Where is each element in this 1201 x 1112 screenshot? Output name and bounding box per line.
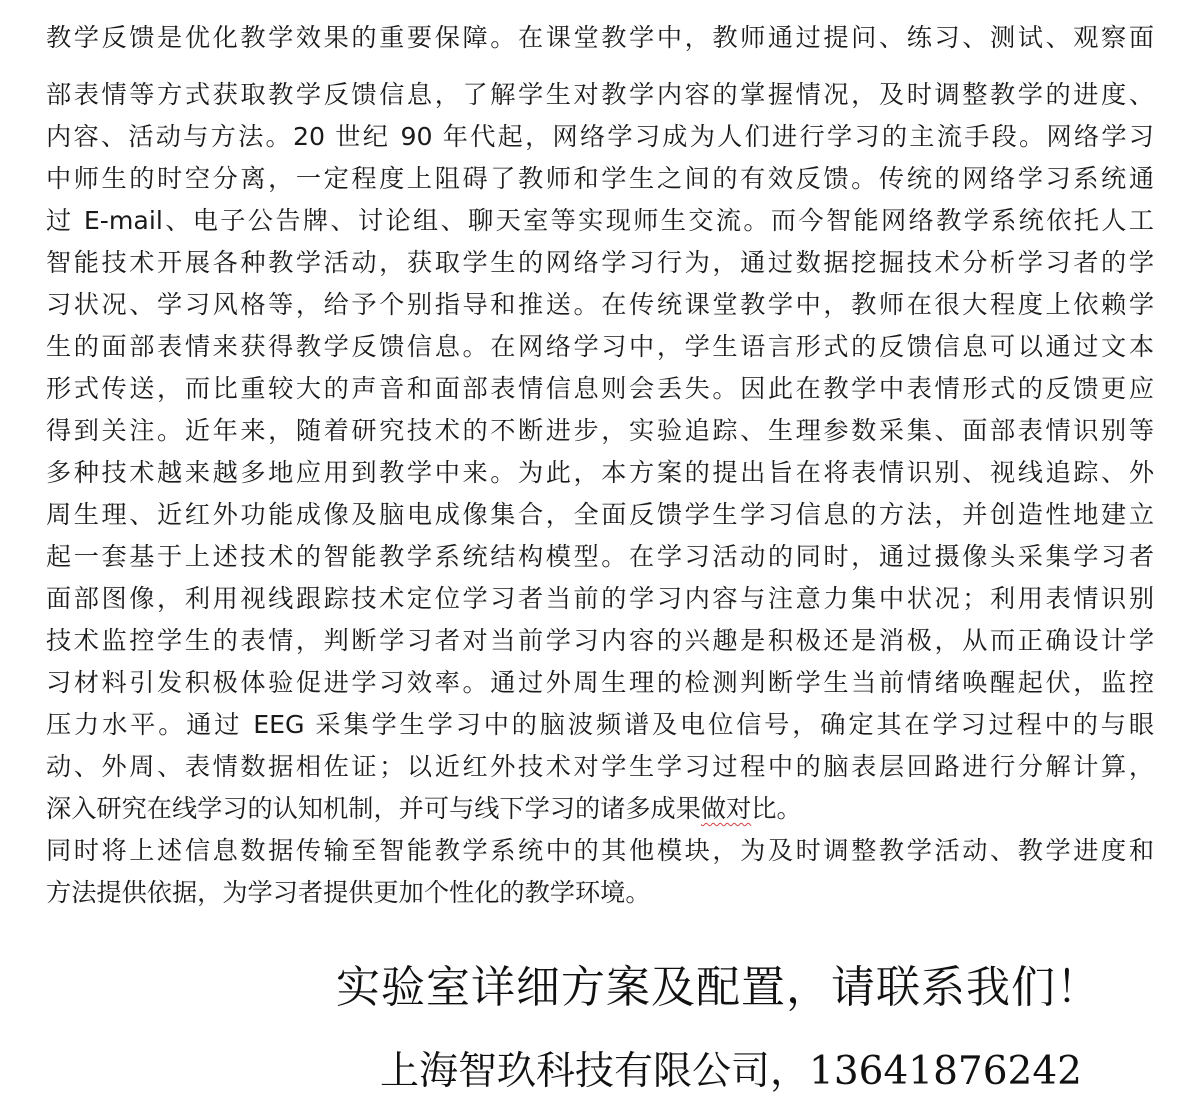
text-line: 得到关注。近年来，随着研究技术的不断进步，实验追踪、生理参数采集、面部表情识别等 [46,416,1154,445]
text-line: 起一套基于上述技术的智能教学系统结构模型。在学习活动的同时，通过摄像头采集学习者 [46,542,1154,571]
text-line: 同时将上述信息数据传输至智能教学系统中的其他模块，为及时调整教学活动、教学进度和 [46,836,1154,865]
text-line: 中师生的时空分离，一定程度上阻碍了教师和学生之间的有效反馈。传统的网络学习系统通 [46,164,1154,193]
text-line: 面部图像，利用视线跟踪技术定位学习者当前的学习内容与注意力集中状况；利用表情识别 [46,584,1154,613]
text-line: 智能技术开展各种教学活动，获取学生的网络学习行为，通过数据挖掘技术分析学习者的学 [46,248,1154,277]
text-line: 部表情等方式获取教学反馈信息，了解学生对教学内容的掌握情况，及时调整教学的进度、 [46,80,1154,109]
text-line: 过 E-mail、电子公告牌、讨论组、聊天室等实现师生交流。而今智能网络教学系统依托人工 [46,206,1154,235]
text-line: 方法提供依据，为学习者提供更加个性化的教学环境。 [46,878,651,907]
text-line: 生的面部表情来获得教学反馈信息。在网络学习中，学生语言形式的反馈信息可以通过文本 [46,332,1154,361]
text-line: 多种技术越来越多地应用到教学中来。为此，本方案的提出旨在将表情识别、视线追踪、外 [46,458,1154,487]
text-line: 技术监控学生的表情，判断学习者对当前学习内容的兴趣是积极还是消极，从而正确设计学 [46,626,1154,655]
text-line: 动、外周、表情数据相佐证；以近红外技术对学生学习过程中的脑表层回路进行分解计算， [46,752,1154,781]
contact-call-to-action: 实验室详细方案及配置，请联系我们！ [336,962,1101,1013]
text-line: 形式传送，而比重较大的声音和面部表情信息则会丢失。因此在教学中表情形式的反馈更应 [46,374,1154,403]
text-line: 压力水平。通过 EEG 采集学生学习中的脑波频谱及电位信号，确定其在学习过程中的与眼 [46,710,1154,739]
text-line: 周生理、近红外功能成像及脑电成像集合，全面反馈学生学习信息的方法，并创造性地建立 [46,500,1154,529]
text-line: 教学反馈是优化教学效果的重要保障。在课堂教学中，教师通过提问、练习、测试、观察面 [46,23,1154,52]
text-line-final [46,788,1154,829]
text-run: 比。 [751,794,802,823]
text-line: 内容、活动与方法。20 世纪 90 年代起，网络学习成为人们进行学习的主流手段。网络学习 [46,122,1154,151]
spellcheck-flagged-word[interactable]: 做对 [700,794,752,823]
text-line: 习材料引发积极体验促进学习效率。通过外周生理的检测判断学生当前情绪唤醒起伏，监控 [46,668,1154,697]
text-run: 深入研究在线学习的认知机制，并可与线下学习的诸多成果 [46,794,701,823]
text-line: 习状况、学习风格等，给予个别指导和推送。在传统课堂教学中，教师在很大程度上依赖学 [46,290,1154,319]
company-name-phone: 上海智玖科技有限公司，13641876242 [380,1049,1082,1094]
